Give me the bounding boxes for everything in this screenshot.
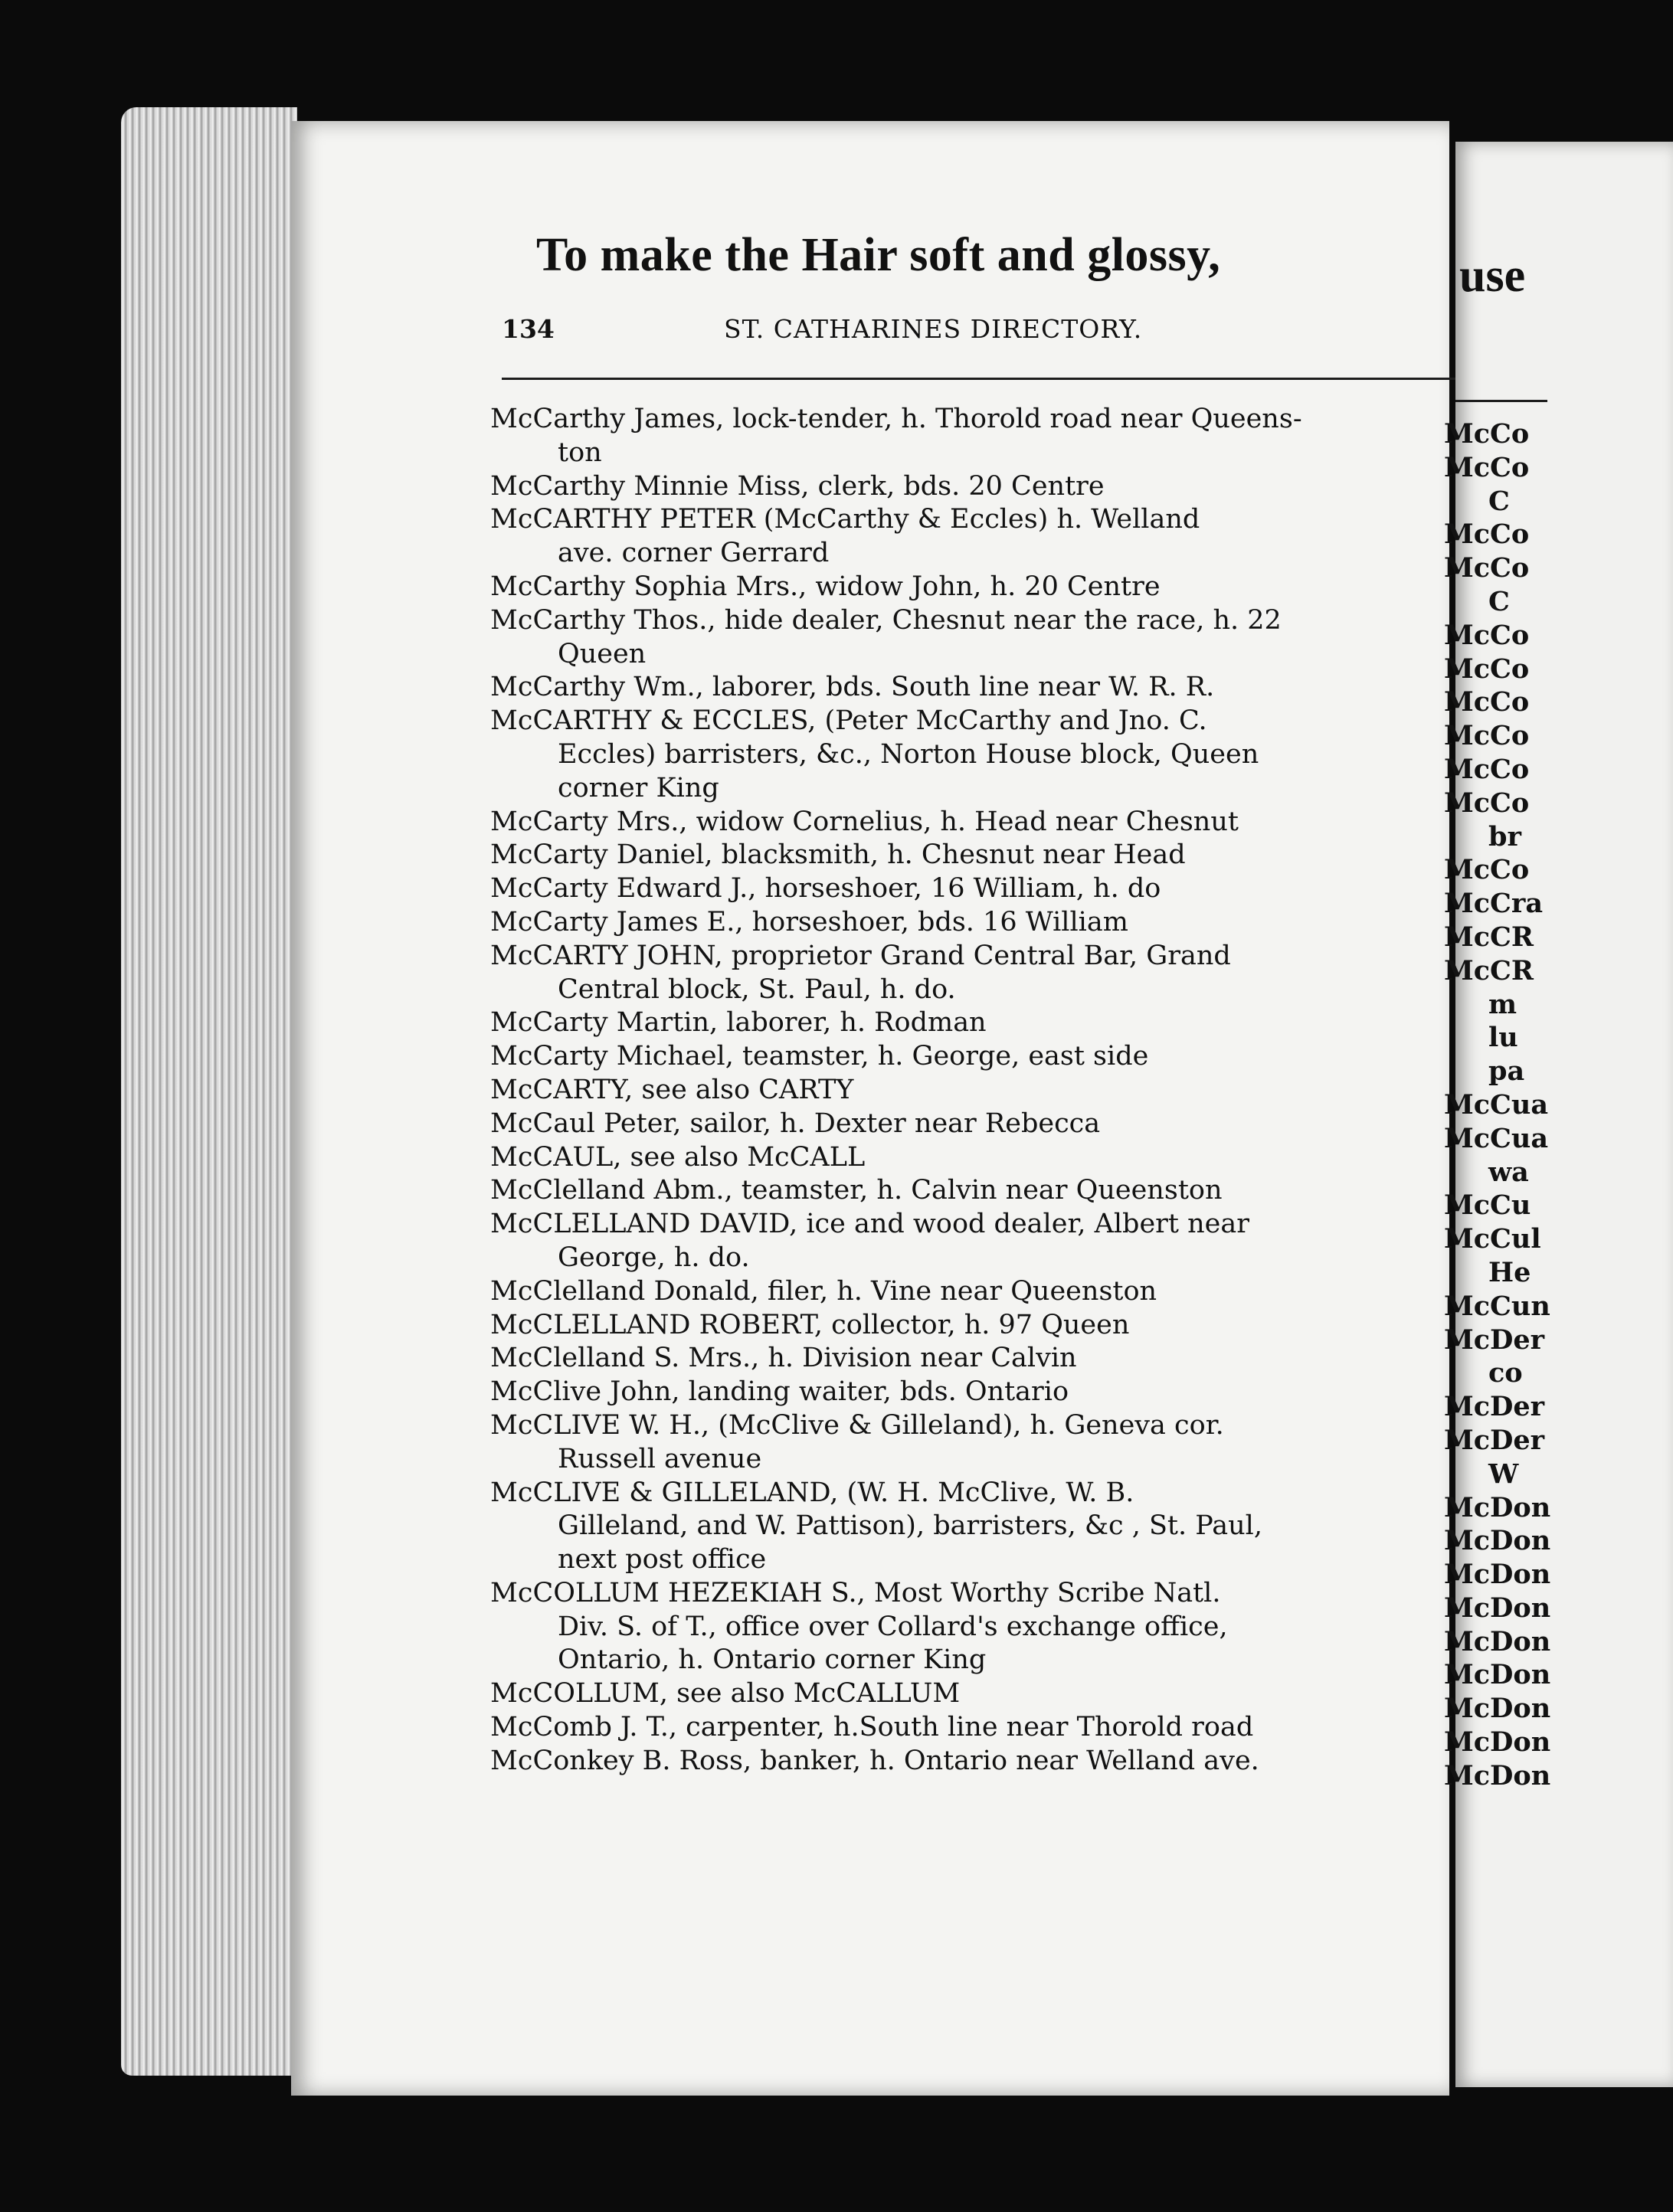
facing-page-line: co [1488,1357,1523,1389]
entry-line: McCOLLUM HEZEKIAH S., Most Worthy Scribe Natl. [490,1577,1221,1608]
entry-line: McCarthy Minnie Miss, clerk, bds. 20 Centre [490,470,1105,502]
facing-page-line: McCo [1444,653,1530,685]
entry-line: McCarthy Sophia Mrs., widow John, h. 20 Centre [490,571,1161,602]
entry-line: McCARTY, see also CARTY [490,1074,854,1105]
facing-page-line: McDer [1444,1324,1545,1356]
entry-line: McCOLLUM, see also McCALLUM [490,1678,961,1710]
entry-line: Russell avenue [558,1443,762,1474]
facing-page-line: He [1488,1256,1531,1288]
facing-page-line: McDon [1444,1659,1551,1691]
entry-line: next post office [558,1544,767,1576]
facing-page-line: McCra [1444,888,1544,920]
entry-line: McCARTHY & ECCLES, (Peter McCarthy and Jno. C. [490,705,1207,737]
facing-page-line: C [1488,485,1510,517]
facing-page-entries [1444,417,1550,1793]
entry-line: corner King [558,772,719,803]
facing-page-line: wa [1488,1156,1529,1188]
entry-line: McConkey B. Ross, banker, h. Ontario near Welland ave. [490,1745,1259,1776]
entry-line: McCarty Michael, teamster, h. George, east side [490,1041,1149,1072]
entry-line: Gilleland, and W. Pattison), barristers, &c , St. Paul, [558,1510,1262,1542]
facing-page-line: McCo [1444,686,1530,718]
entry-line: ave. corner Gerrard [558,538,830,569]
entry-line: McCARTY JOHN, proprietor Grand Central Bar, Grand [490,940,1231,971]
entry-line: McClelland Abm., teamster, h. Calvin near Queenston [490,1175,1223,1206]
running-title: ST. CATHARINES DIRECTORY. [724,314,1143,344]
facing-page-line: McDon [1444,1491,1551,1523]
entry-line: McClelland Donald, filer, h. Vine near Queenston [490,1275,1157,1307]
facing-page-line: McCR [1444,921,1534,953]
entry-line: McCLIVE W. H., (McClive & Gilleland), h. Geneva cor. [490,1409,1224,1441]
facing-page-line: McCo [1444,619,1530,651]
facing-page-line: McCua [1444,1122,1549,1154]
facing-page-line: McCo [1444,854,1530,886]
facing-page-line: McCR [1444,954,1534,987]
facing-page-line: McDon [1444,1693,1551,1725]
facing-page-line: McCo [1444,418,1530,450]
facing-page-line: McCul [1444,1223,1541,1255]
entry-line: George, h. do. [558,1242,750,1273]
entry-line: McCarthy Thos., hide dealer, Chesnut near the race, h. 22 [490,604,1282,636]
facing-page-line: McCu [1444,1189,1531,1222]
facing-page-line: pa [1488,1055,1525,1088]
facing-page-line: McCo [1444,552,1530,584]
facing-page-line: McDer [1444,1391,1545,1423]
facing-page-banner: use [1459,250,1526,302]
entry-line: McCARTHY PETER (McCarthy & Eccles) h. Welland [490,504,1200,535]
entry-line: McClive John, landing waiter, bds. Ontario [490,1376,1069,1408]
facing-page-line: McDon [1444,1726,1551,1759]
facing-page-line: McDer [1444,1424,1545,1456]
facing-page-line: McDon [1444,1525,1551,1557]
entry-line: McCLELLAND DAVID, ice and wood dealer, Albert near [490,1209,1249,1240]
entry-line: Eccles) barristers, &c., Norton House block, Queen [558,738,1259,770]
entry-line: McComb J. T., carpenter, h.South line near Thorold road [490,1712,1254,1743]
facing-page-line: McCo [1444,519,1530,551]
entry-line: McCLIVE & GILLELAND, (W. H. McClive, W. B. [490,1477,1134,1508]
entry-line: McCarty Daniel, blacksmith, h. Chesnut near Head [490,839,1186,871]
page-number: 134 [502,314,555,344]
facing-page-line: McDon [1444,1559,1551,1591]
entry-line: Div. S. of T., office over Collard's exchange office, [558,1611,1228,1642]
facing-page-line: McDon [1444,1592,1551,1624]
entry-line: McCarthy James, lock-tender, h. Thorold road near Queens- [490,404,1302,434]
facing-page-line: McCua [1444,1088,1549,1121]
entry-line: McCarty James E., horseshoer, bds. 16 William [490,906,1128,937]
facing-page-line: McCo [1444,720,1530,752]
facing-page-line: br [1488,820,1521,852]
facing-page-line: m [1488,988,1517,1020]
facing-page-line: W [1488,1458,1519,1490]
entry-line: McCarty Edward J., horseshoer, 16 William, h. do [490,873,1161,905]
entry-line: McCarty Martin, laborer, h. Rodman [490,1007,987,1039]
entry-line: ton [558,437,602,468]
facing-page-line: McDon [1444,1625,1551,1657]
entry-line: Central block, St. Paul, h. do. [558,973,956,1005]
entry-line: McCaul Peter, sailor, h. Dexter near Rebecca [490,1108,1101,1139]
entry-line: McClelland S. Mrs., h. Division near Calvin [490,1343,1077,1374]
entry-line: McCLELLAND ROBERT, collector, h. 97 Queen [490,1309,1130,1340]
advert-banner: To make the Hair soft and glossy, [536,229,1221,281]
page-edge-stack [121,107,297,2076]
facing-page-line: McCo [1444,787,1530,819]
facing-page-line: C [1488,585,1510,617]
facing-page-line: McCo [1444,753,1530,785]
entry-line: Ontario, h. Ontario corner King [558,1644,987,1676]
entry-line: Queen [558,638,647,669]
entry-line: McCarty Mrs., widow Cornelius, h. Head near Chesnut [490,806,1239,837]
facing-page-line: McCo [1444,451,1530,483]
facing-page-line: McDon [1444,1759,1551,1792]
facing-page [1444,142,1673,2087]
entry-line: McCarthy Wm., laborer, bds. South line near W. R. R. [490,672,1215,703]
facing-page-rule [1455,400,1547,402]
entry-line: McCAUL, see also McCALL [490,1141,866,1173]
facing-page-line: McCun [1444,1290,1550,1322]
facing-page-line: lu [1488,1022,1518,1054]
directory-page [291,121,1449,2096]
